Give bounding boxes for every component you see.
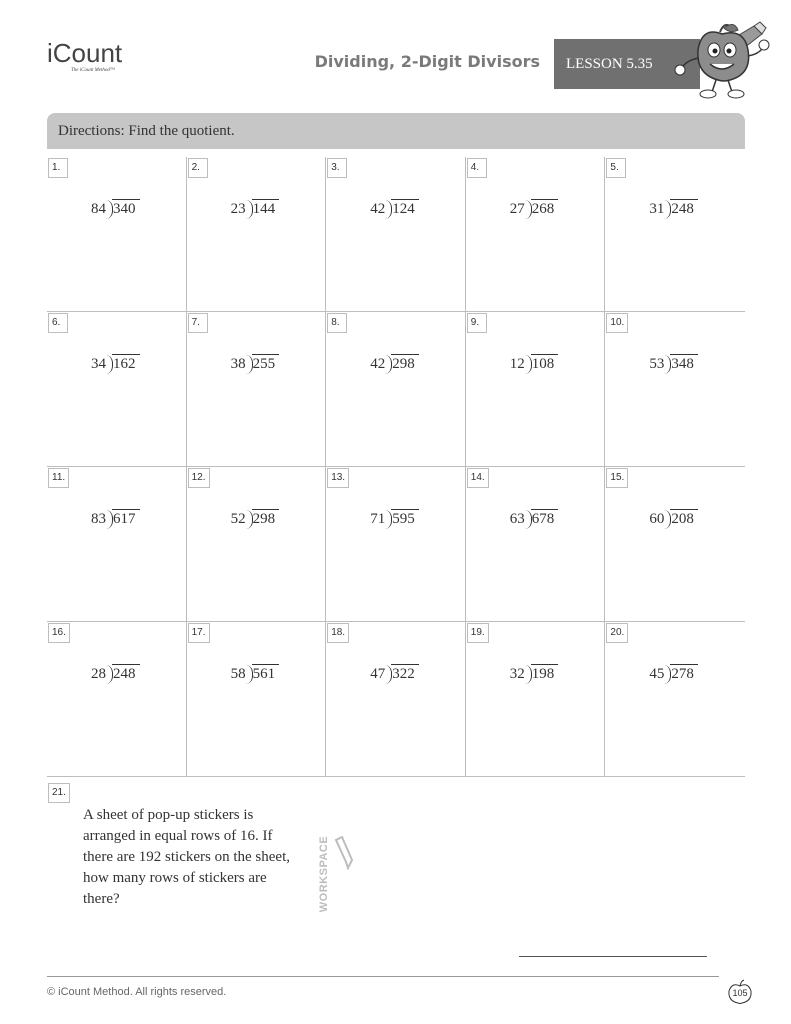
- divisor: 42: [370, 201, 386, 217]
- divisor: 52: [230, 511, 246, 527]
- dividend: 248: [664, 201, 694, 218]
- problem-cell[interactable]: [47, 622, 187, 777]
- page-number: [726, 979, 754, 1005]
- logo: [47, 40, 122, 73]
- divisor: 23: [230, 201, 246, 217]
- dividend: 124: [385, 201, 415, 218]
- problem-number: 10.: [606, 313, 628, 333]
- dividend: 322: [385, 666, 415, 683]
- dividend: 678: [525, 511, 555, 528]
- division-problem: [91, 666, 136, 683]
- directions-bar: [47, 113, 745, 149]
- divisor: 45: [649, 666, 665, 682]
- problem-cell[interactable]: [187, 312, 327, 467]
- division-problem: [91, 511, 136, 528]
- divisor: 60: [649, 511, 665, 527]
- answer-line[interactable]: [519, 956, 707, 957]
- problem-cell[interactable]: [326, 157, 466, 312]
- problem-cell[interactable]: [47, 157, 187, 312]
- division-problem: [649, 666, 694, 683]
- dividend: 268: [525, 201, 555, 218]
- problem-cell[interactable]: [326, 467, 466, 622]
- problem-number: 5.: [606, 158, 626, 178]
- divisor: 58: [230, 666, 246, 682]
- division-problem: [370, 511, 415, 528]
- problem-cell[interactable]: [47, 467, 187, 622]
- logo-tagline: The iCount Method™: [71, 68, 115, 73]
- problem-cell[interactable]: [605, 312, 745, 467]
- problem-number: 13.: [327, 468, 349, 488]
- divisor: 63: [509, 511, 525, 527]
- divisor: 71: [370, 511, 386, 527]
- problem-number: 16.: [48, 623, 70, 643]
- dividend: 561: [246, 666, 276, 683]
- problem-number: 8.: [327, 313, 347, 333]
- dividend: 278: [664, 666, 694, 683]
- divisor: 31: [649, 201, 665, 217]
- dividend: 617: [106, 511, 136, 528]
- dividend: 198: [525, 666, 555, 683]
- problem-number: 4.: [467, 158, 487, 178]
- problem-cell[interactable]: [466, 622, 606, 777]
- problem-number: 11.: [48, 468, 69, 488]
- divisor: 27: [509, 201, 525, 217]
- apple-mascot-icon: [672, 20, 772, 100]
- division-problem: [231, 666, 276, 683]
- problem-number: 14.: [467, 468, 489, 488]
- divisor: 38: [230, 356, 246, 372]
- divisor: 32: [509, 666, 525, 682]
- dividend: 162: [106, 356, 136, 373]
- divisor: 53: [649, 356, 665, 372]
- problem-number: 21.: [48, 783, 70, 803]
- division-problem: [649, 511, 694, 528]
- problem-number: 15.: [606, 468, 628, 488]
- division-problem: [510, 511, 555, 528]
- lesson-label: LESSON 5.35: [566, 56, 653, 72]
- division-problem: [649, 201, 694, 218]
- problem-cell[interactable]: [466, 157, 606, 312]
- workspace-label: WORKSPACE: [318, 835, 331, 913]
- division-problem: [510, 666, 555, 683]
- divisor: 34: [91, 356, 106, 372]
- division-problem: [370, 356, 415, 373]
- problem-number: 7.: [188, 313, 208, 333]
- divisor: 84: [91, 201, 106, 217]
- problem-number: 19.: [467, 623, 489, 643]
- problem-number: 6.: [48, 313, 68, 333]
- pencil-icon: [330, 836, 356, 870]
- problem-number: 17.: [188, 623, 210, 643]
- problem-cell[interactable]: [326, 622, 466, 777]
- problem-number: 3.: [327, 158, 347, 178]
- division-problem: [510, 356, 555, 373]
- directions-text: Directions: Find the quotient.: [58, 123, 235, 139]
- problem-cell[interactable]: [605, 157, 745, 312]
- problem-number: 12.: [188, 468, 210, 488]
- problem-cell[interactable]: [47, 312, 187, 467]
- problem-cell[interactable]: [466, 467, 606, 622]
- problem-cell[interactable]: [187, 622, 327, 777]
- problem-number: 20.: [606, 623, 628, 643]
- problem-number: 1.: [48, 158, 68, 178]
- page-number-text: 105: [732, 988, 748, 998]
- division-problem: [370, 666, 415, 683]
- problem-grid: [47, 157, 745, 777]
- footer-divider: [47, 976, 719, 977]
- dividend: 340: [106, 201, 136, 218]
- divisor: 42: [370, 356, 386, 372]
- workspace: [308, 836, 358, 926]
- division-problem: [91, 356, 136, 373]
- problem-number: 18.: [327, 623, 349, 643]
- dividend: 108: [525, 356, 555, 373]
- dividend: 255: [246, 356, 276, 373]
- division-problem: [370, 201, 415, 218]
- dividend: 144: [246, 201, 276, 218]
- problem-cell[interactable]: [605, 467, 745, 622]
- dividend: 348: [664, 356, 694, 373]
- copyright: © iCount Method. All rights reserved.: [47, 986, 227, 998]
- dividend: 248: [106, 666, 136, 683]
- problem-cell[interactable]: [326, 312, 466, 467]
- divisor: 83: [91, 511, 106, 527]
- problem-cell[interactable]: [187, 157, 327, 312]
- problem-number: 9.: [467, 313, 487, 333]
- dividend: 298: [246, 511, 276, 528]
- problem-cell[interactable]: [187, 467, 327, 622]
- division-problem: [231, 356, 276, 373]
- dividend: 595: [385, 511, 415, 528]
- dividend: 298: [385, 356, 415, 373]
- word-problem: [47, 780, 745, 960]
- divisor: 12: [509, 356, 525, 372]
- word-problem-text: A sheet of pop-up stickers is arranged in equal rows of 16. If there are 192 stickers on the sheet, how many rows of stickers are there?: [83, 807, 291, 907]
- dividend: 208: [664, 511, 694, 528]
- page-title: Dividing, 2-Digit Divisors: [314, 52, 540, 71]
- division-problem: [649, 356, 694, 373]
- division-problem: [510, 201, 555, 218]
- logo-text: iCount: [47, 38, 123, 68]
- problem-number: 2.: [188, 158, 208, 178]
- problem-cell[interactable]: [466, 312, 606, 467]
- division-problem: [231, 511, 276, 528]
- division-problem: [231, 201, 276, 218]
- problem-cell[interactable]: [605, 622, 745, 777]
- divisor: 28: [91, 666, 106, 682]
- divisor: 47: [370, 666, 386, 682]
- division-problem: [91, 201, 136, 218]
